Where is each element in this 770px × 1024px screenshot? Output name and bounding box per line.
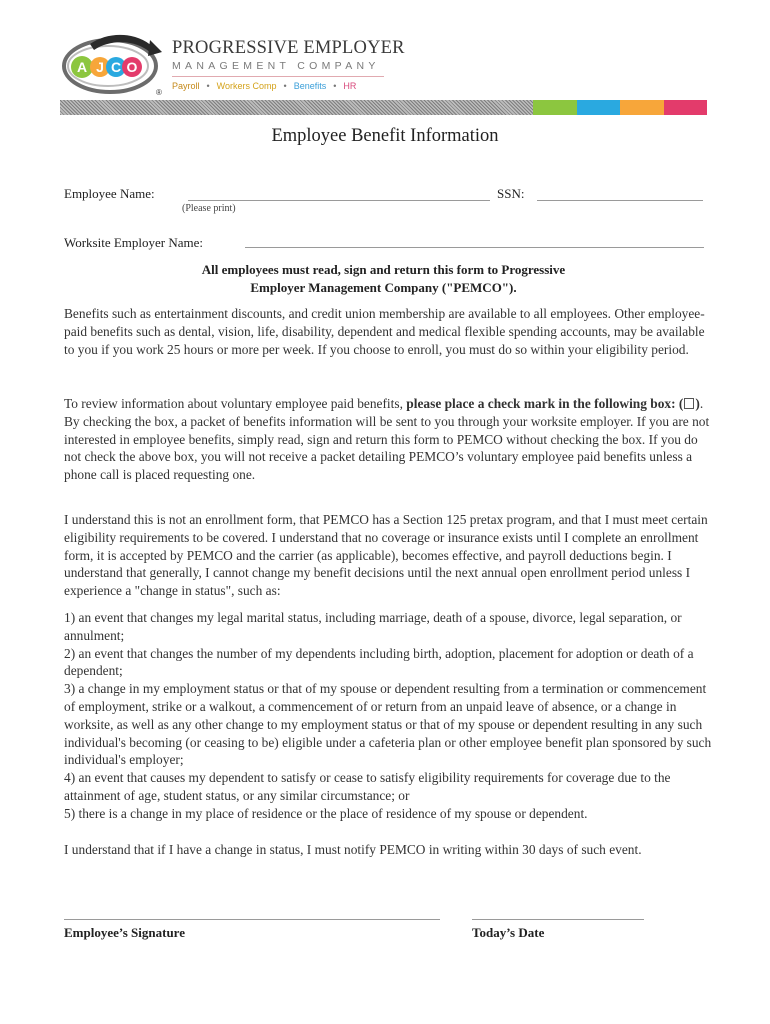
registered-mark: ® <box>156 88 162 97</box>
checkbox-instruction-close: ) <box>695 396 700 411</box>
separator-dot: • <box>333 81 337 91</box>
service-payroll: Payroll <box>172 81 200 91</box>
worksite-employer-field[interactable] <box>245 247 704 248</box>
service-hr: HR <box>343 81 357 91</box>
employee-name-label: Employee Name <box>64 186 151 201</box>
employee-name-label-row <box>64 186 155 202</box>
benefits-paragraph <box>64 305 712 358</box>
checkbox-paragraph-intro: To review information about voluntary employee paid benefits, <box>64 396 407 411</box>
checkbox-instruction <box>406 396 700 411</box>
logo-letter-c: C <box>110 59 122 75</box>
employee-signature-label: Employee’s Signature <box>64 925 185 940</box>
list-item: 3) a change in my employment status or that of my spouse or dependent resulting from a termination or commencement of employment, strike or a walkout, a commencement of or return from an unpaid leave of absence, or a change in worksite, as well as any other change to my employment status or that of my spouse or dependent resulting in any such individual's becoming (or ceasing to be) eligible under a cafeteria plan or other employee benefit plan sponsored by such individual's employer; <box>64 681 712 768</box>
company-subtitle: MANAGEMENT COMPANY <box>172 60 380 72</box>
list-item: 5) there is a change in my place of residence or the place of residence of my spouse or dependent. <box>64 805 588 821</box>
header-divider <box>172 76 384 77</box>
date-field[interactable] <box>472 919 644 920</box>
ssn-label-row <box>497 186 524 202</box>
label-colon: : <box>520 186 525 201</box>
band-green <box>533 100 577 115</box>
benefits-paragraph-text: Benefits such as entertainment discounts, and credit union membership are available to all employees. Other employee-paid benefits such as dental, vision, life, disability, dependent and medical flexible spending accounts, may be available to you if you work 25 hours or more per week. If you choose to enroll, you must do so within your eligibility period. <box>64 306 705 357</box>
checkbox-paragraph-rest: . By checking the box, a packet of benefits information will be sent to you through your worksite employer. If you are not interested in employee benefits, simply read, sign and return this form to PEMCO without checking the box. If you do not check the above box, you will not receive a packet detailing PEMCO’s voluntary employee paid benefits unless a phone call is placed requesting one. <box>64 396 710 483</box>
logo-letter-j: J <box>96 59 104 75</box>
acknowledgement-paragraph <box>64 511 712 600</box>
ssn-field[interactable] <box>537 200 703 201</box>
ssn-label: SSN <box>497 186 521 201</box>
notification-paragraph-text: I understand that if I have a change in status, I must notify PEMCO in writing within 30 days of such event. <box>64 842 642 857</box>
worksite-employer-label: Worksite Employer Name <box>64 235 200 250</box>
band-pink <box>664 100 708 115</box>
separator-dot: • <box>206 81 210 91</box>
logo-letter-a: A <box>76 59 88 75</box>
acknowledgement-paragraph-text: I understand this is not an enrollment form, that PEMCO has a Section 125 pretax program, and that I must meet certain eligibility requirements to be covered. I understand that no coverage or insurance exists until I complete an enrollment form, it is accepted by PEMCO and the carrier (as applicable), becomes effective, and payroll deductions begin. I understand that generally, I cannot change my benefit decisions until the next annual open enrollment period unless I experience a "change in status", such as: <box>64 512 708 599</box>
checkbox-instruction-text: please place a check mark in the following box: ( <box>406 396 684 411</box>
list-item: 2) an event that changes the number of my dependents including birth, adoption, placement for adoption or death of a dependent; <box>64 645 694 679</box>
service-workers-comp: Workers Comp <box>216 81 277 91</box>
notification-paragraph <box>64 841 712 859</box>
status-change-list <box>64 609 712 823</box>
list-item: 4) an event that causes my dependent to satisfy or cease to satisfy eligibility requirements for coverage due to the attainment of age, student status, or any similar circumstance; or <box>64 770 671 803</box>
employee-name-field[interactable] <box>188 200 490 201</box>
logo-swoosh-graphic <box>60 30 166 98</box>
header-color-band <box>60 100 707 115</box>
signature-field[interactable] <box>64 919 440 920</box>
logo-letter-o: O <box>126 59 138 75</box>
service-benefits: Benefits <box>293 81 327 91</box>
checkbox-paragraph-text <box>64 395 712 484</box>
label-colon: : <box>199 235 204 250</box>
worksite-label-row <box>64 235 203 251</box>
band-orange <box>620 100 664 115</box>
label-colon: : <box>151 186 155 201</box>
list-item: 1) an event that changes my legal marital status, including marriage, death of a spouse, divorce, legal separation, or annulment; <box>64 610 682 643</box>
company-name: PROGRESSIVE EMPLOYER <box>172 38 405 58</box>
todays-date-label: Today’s Date <box>472 925 545 940</box>
band-blue <box>577 100 621 115</box>
benefits-info-checkbox[interactable] <box>684 398 694 409</box>
company-logo <box>60 30 166 98</box>
return-instruction: All employees must read, sign and return this form to Progressive Employer Management Company ("PEMCO"). <box>201 262 566 295</box>
please-print-note: (Please print) <box>182 203 236 214</box>
separator-dot: • <box>283 81 287 91</box>
band-hatch <box>60 100 533 115</box>
services-line <box>172 81 356 91</box>
checkbox-paragraph <box>64 395 712 484</box>
form-title: Employee Benefit Information <box>271 126 499 146</box>
